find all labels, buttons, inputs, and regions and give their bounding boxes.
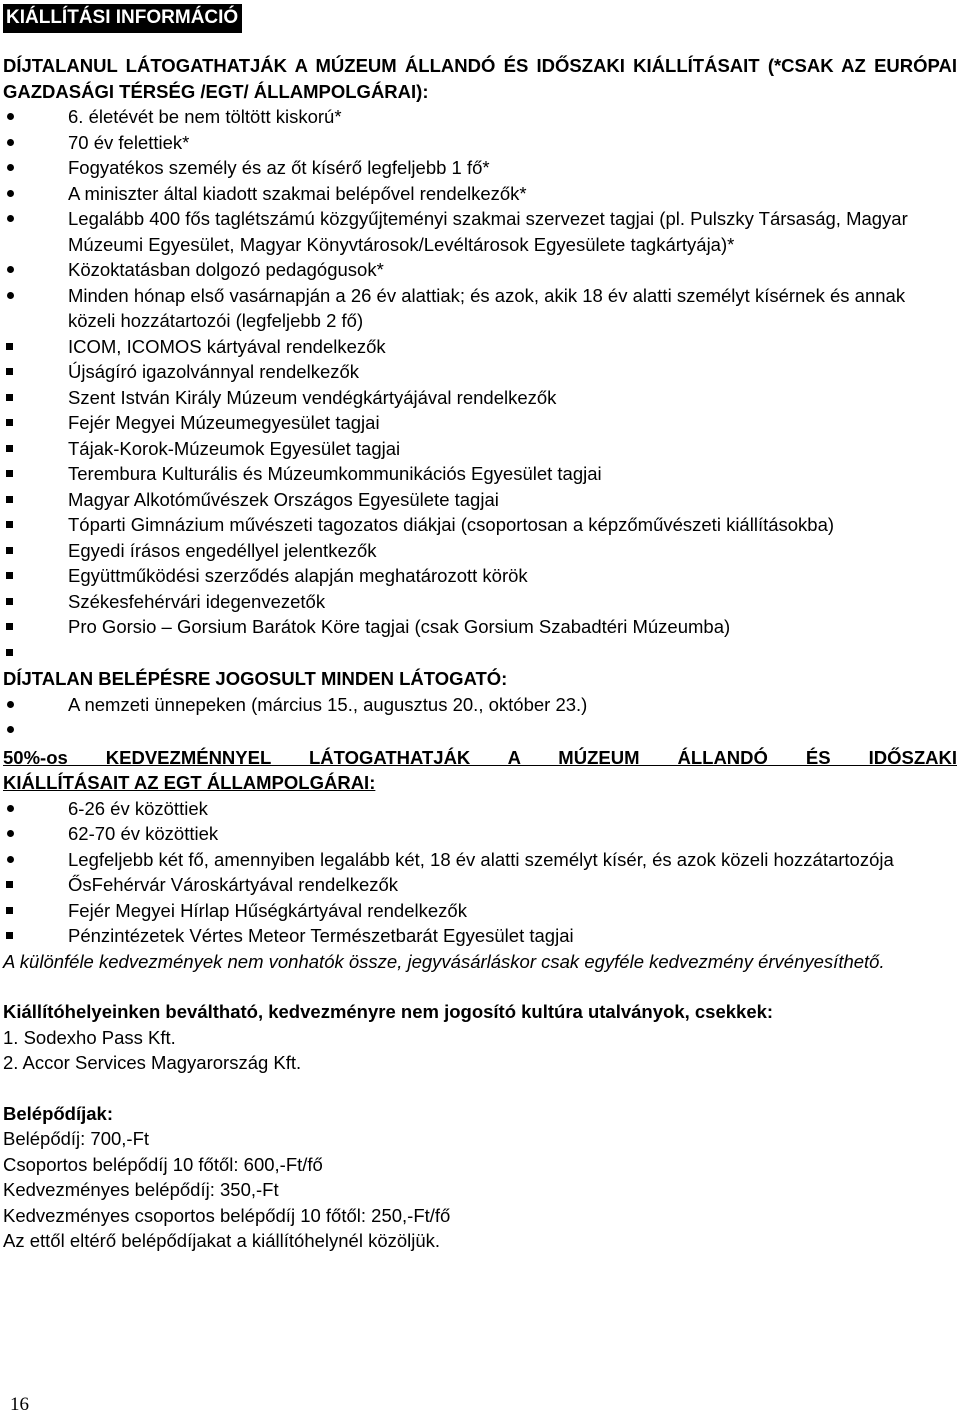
list-item: 6-26 év közöttiek bbox=[3, 796, 957, 822]
list-item: Fejér Megyei Hírlap Hűségkártyával rendelkezők bbox=[3, 898, 957, 924]
list-item: Fejér Megyei Múzeumegyesület tagjai bbox=[3, 410, 957, 436]
fee-line: Az ettől eltérő belépődíjakat a kiállítóhelynél közöljük. bbox=[3, 1230, 441, 1251]
fee-line: Kedvezményes csoportos belépődíj 10 főtől: 250,-Ft/fő bbox=[3, 1204, 451, 1226]
bullet-square-icon bbox=[3, 614, 23, 640]
bullet-dot-icon bbox=[3, 796, 23, 822]
list-item: ŐsFehérvár Városkártyával rendelkezők bbox=[3, 872, 957, 898]
list-item: Tájak-Korok-Múzeumok Egyesület tagjai bbox=[3, 436, 957, 462]
page-title: KIÁLLÍTÁSI INFORMÁCIÓ bbox=[3, 4, 242, 33]
list-item: Magyar Alkotóművészek Országos Egyesülete tagjai bbox=[3, 487, 957, 513]
bullet-dot-icon bbox=[3, 181, 23, 207]
bullet-dot-icon bbox=[3, 692, 23, 718]
list-item: Szent István Király Múzeum vendégkártyájával rendelkezők bbox=[3, 385, 957, 411]
list-item bbox=[3, 640, 957, 666]
list-item: Egyedi írásos engedéllyel jelentkezők bbox=[3, 538, 957, 564]
list-item: Fogyatékos személy és az őt kísérő legfeljebb 1 fő* bbox=[3, 155, 957, 181]
half-price-heading-line1: 50%-os KEDVEZMÉNNYEL LÁTOGATHATJÁK A MÚZEUM ÁLLANDÓ ÉS IDŐSZAKI bbox=[3, 746, 957, 768]
bullet-square-icon bbox=[3, 563, 23, 589]
bullet-square-icon bbox=[3, 410, 23, 436]
bullet-square-icon bbox=[3, 923, 23, 949]
bullet-square-icon bbox=[3, 334, 23, 360]
free-admission-list bbox=[3, 104, 957, 665]
bullet-square-icon bbox=[3, 898, 23, 924]
list-item: Tóparti Gimnázium művészeti tagozatos diákjai (csoportosan a képzőművészeti kiállításokba) bbox=[3, 512, 957, 538]
bullet-square-icon bbox=[3, 512, 23, 538]
all-visitors-free-list bbox=[3, 692, 957, 743]
bullet-square-icon bbox=[3, 538, 23, 564]
list-item: A miniszter által kiadott szakmai belépővel rendelkezők* bbox=[3, 181, 957, 207]
fees-heading: Belépődíjak: bbox=[3, 1102, 113, 1124]
half-price-heading bbox=[3, 745, 957, 796]
bullet-square-icon bbox=[3, 436, 23, 462]
bullet-dot-icon bbox=[3, 821, 23, 847]
list-item: Minden hónap első vasárnapján a 26 év alattiak; és azok, akik 18 év alatti személyt kísérnek és annak közeli hozzátartozói (legfeljebb 2 fő) bbox=[3, 283, 957, 334]
list-item: Együttműködési szerződés alapján meghatározott körök bbox=[3, 563, 957, 589]
all-visitors-free-heading: DÍJTALAN BELÉPÉSRE JOGOSULT MINDEN LÁTOGATÓ: bbox=[3, 668, 508, 689]
list-item: Pro Gorsio – Gorsium Barátok Köre tagjai (csak Gorsium Szabadtéri Múzeumba) bbox=[3, 614, 957, 640]
list-item: 62-70 év közöttiek bbox=[3, 821, 957, 847]
list-item: ICOM, ICOMOS kártyával rendelkezők bbox=[3, 334, 957, 360]
bullet-dot-icon bbox=[3, 283, 23, 309]
voucher-heading: Kiállítóhelyeinken beváltható, kedvezményre nem jogosító kultúra utalványok, csekkek: bbox=[3, 1001, 774, 1022]
half-price-list bbox=[3, 796, 957, 949]
list-item: Legfeljebb két fő, amennyiben legalább két, 18 év alatti személyt kísér, és azok közeli hozzátartozója bbox=[3, 847, 957, 873]
fee-line: Kedvezményes belépődíj: 350,-Ft bbox=[3, 1179, 279, 1200]
bullet-dot-icon bbox=[3, 130, 23, 156]
bullet-square-icon bbox=[3, 640, 23, 666]
page-number: 16 bbox=[10, 1394, 29, 1415]
bullet-square-icon bbox=[3, 461, 23, 487]
bullet-dot-icon bbox=[3, 847, 23, 873]
half-price-heading-line2: KIÁLLÍTÁSAIT AZ EGT ÁLLAMPOLGÁRAI: bbox=[3, 772, 376, 793]
list-item: Közoktatásban dolgozó pedagógusok* bbox=[3, 257, 957, 283]
list-item: A nemzeti ünnepeken (március 15., augusztus 20., október 23.) bbox=[3, 692, 957, 718]
fee-line: Belépődíj: 700,-Ft bbox=[3, 1128, 150, 1149]
voucher-item: 2. Accor Services Magyarország Kft. bbox=[3, 1052, 302, 1073]
bullet-dot-icon bbox=[3, 206, 23, 232]
bullet-dot-icon bbox=[3, 104, 23, 130]
list-item: Pénzintézetek Vértes Meteor Természetbarát Egyesület tagjai bbox=[3, 923, 957, 949]
list-item: Legalább 400 fős taglétszámú közgyűjteményi szakmai szervezet tagjai (pl. Pulszky Társaság, Magyar Múzeumi Egyesület, Magyar Könyvtárosok/Levéltárosok Egyesülete tagkártyája)* bbox=[3, 206, 957, 257]
bullet-square-icon bbox=[3, 487, 23, 513]
list-item: Újságíró igazolvánnyal rendelkezők bbox=[3, 359, 957, 385]
bullet-dot-icon bbox=[3, 155, 23, 181]
list-item: 6. életévét be nem töltött kiskorú* bbox=[3, 104, 957, 130]
fee-line: Csoportos belépődíj 10 főtől: 600,-Ft/fő bbox=[3, 1153, 323, 1175]
bullet-dot-icon bbox=[3, 257, 23, 283]
voucher-item: 1. Sodexho Pass Kft. bbox=[3, 1026, 176, 1048]
bullet-square-icon bbox=[3, 589, 23, 615]
bullet-square-icon bbox=[3, 385, 23, 411]
bullet-square-icon bbox=[3, 359, 23, 385]
list-item: Terembura Kulturális és Múzeumkommunikációs Egyesület tagjai bbox=[3, 461, 957, 487]
bullet-dot-icon bbox=[3, 717, 23, 743]
discount-note: A különféle kedvezmények nem vonhatók össze, jegyvásárláskor csak egyféle kedvezmény érvényesíthető. bbox=[3, 950, 885, 972]
list-item: 70 év felettiek* bbox=[3, 130, 957, 156]
list-item: Székesfehérvári idegenvezetők bbox=[3, 589, 957, 615]
bullet-square-icon bbox=[3, 872, 23, 898]
document-page bbox=[3, 4, 957, 1254]
list-item bbox=[3, 717, 957, 743]
free-admission-heading: DÍJTALANUL LÁTOGATHATJÁK A MÚZEUM ÁLLANDÓ ÉS IDŐSZAKI KIÁLLÍTÁSAIT (*CSAK AZ EURÓPAI GAZDASÁGI TÉRSÉG /EGT/ ÁLLAMPOLGÁRAI): bbox=[3, 55, 957, 102]
